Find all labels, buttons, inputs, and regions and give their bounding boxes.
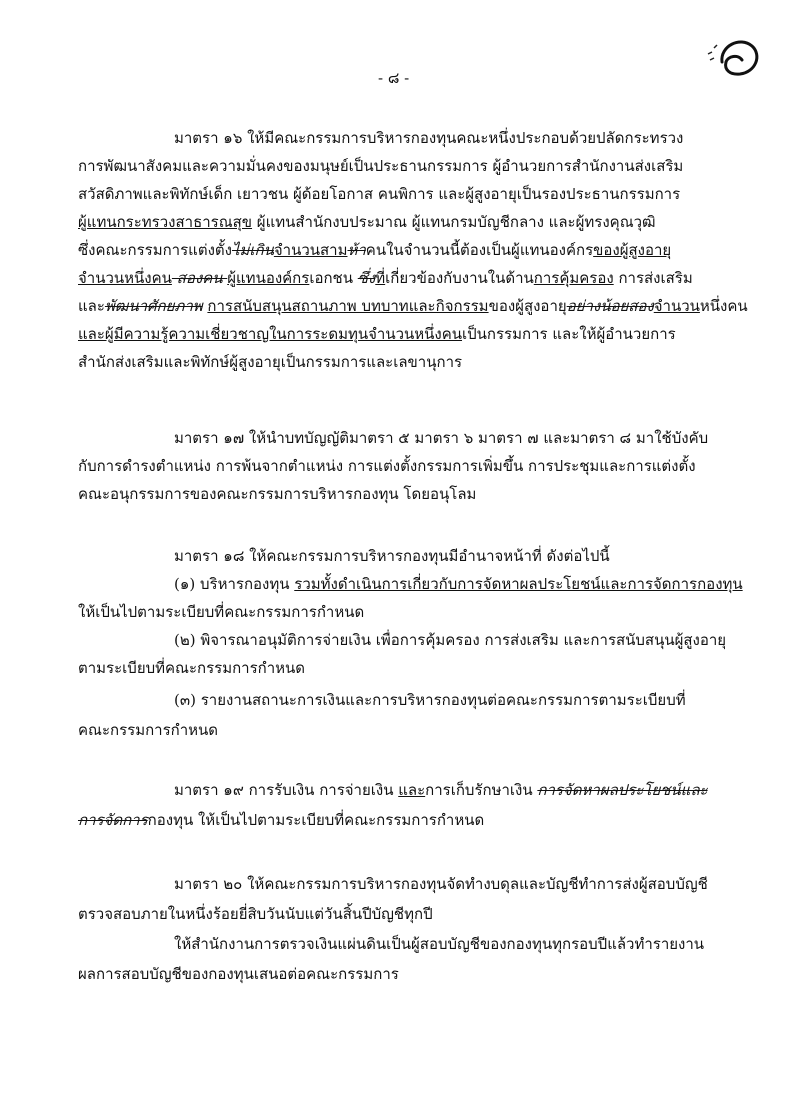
page-number: - ๘ - [378,69,410,87]
s20-line-4: ผลการสอบบัญชีของกองทุนเสนอต่อคณะกรรมการ [78,965,399,983]
s16-l6-underlined-2: ผู้แทนองค์กร [227,269,310,287]
s19-l1-c: การเก็บรักษาเงิน [425,781,538,799]
s16-l6-struck-1: สองคน [171,269,228,287]
s20-line-2: ตรวจสอบภายในหนึ่งร้อยยี่สิบวันนับแต่วันสิ้นปีบัญชีทุกปี [78,905,433,923]
s19-l1-underlined: และ [398,781,426,799]
s17-line-2: กับการดำรงตำแหน่ง การพ้นจากตำแหน่ง การแต่งตั้งกรรมการเพิ่มขึ้น การประชุมและการแต่งตั้ง [78,457,696,475]
s16-line-2: การพัฒนาสังคมและความมั่นคงของมนุษย์เป็นประธานกรรมการ ผู้อำนวยการสำนักงานส่งเสริม [78,157,684,175]
s18-item-1 [174,574,743,594]
s19-line-1 [174,780,708,800]
s16-l7-struck-2: อย่างน้อยสอง [566,297,654,315]
s16-l6-d: เอกชน [309,269,358,287]
s18-item-2-cont: ตามระเบียบที่คณะกรรมการกำหนด [78,659,306,677]
s18-item-3: (๓) รายงานสถานะการเงินและการบริหารกองทุนต่อคณะกรรมการตามระเบียบที่ [174,691,686,709]
s16-line-4 [78,212,656,232]
s16-l4-text: ผู้แทนสำนักงบประมาณ ผู้แทนกรมบัญชีกลาง และผู้ทรงคุณวุฒิ [252,213,656,231]
s16-l7-underlined-2: จำนวน [653,297,700,315]
s20-line-1: มาตรา ๒๐ ให้คณะกรรมการบริหารกองทุนจัดทำงบดุลและบัญชีทำการส่งผู้สอบบัญชี [174,875,708,893]
s18-item-1-cont: ให้เป็นไปตามระเบียบที่คณะกรรมการกำหนด [78,603,365,621]
s16-line-9: สำนักส่งเสริมและพิทักษ์ผู้สูงอายุเป็นกรรมการและเลขานุการ [78,353,463,371]
s16-line-5 [78,240,671,260]
s16-l5-e: คนในจำนวนนี้ต้องเป็นผู้แทนองค์กร [365,241,594,259]
s16-l6-underlined-1: จำนวนหนึ่งคน [78,269,172,287]
s17-line-1: มาตรา ๑๗ ให้นำบทบัญญัติมาตรา ๕ มาตรา ๖ มาตรา ๗ และมาตรา ๘ มาใช้บังคับ [174,429,709,447]
s16-l6-struck-2: ซึ่ง [357,269,376,287]
s16-l7-a: และ [78,297,105,315]
s19-line-2 [78,810,484,830]
s16-l8-underlined: และผู้มีความรู้ความเชี่ยวชาญในการระดมทุนจำนวนหนึ่งคน [78,325,463,343]
s16-l5-a: ซึ่งคณะกรรมการแต่งตั้ง [78,241,232,259]
s20-line-3: ให้สำนักงานการตรวจเงินแผ่นดินเป็นผู้สอบบัญชีของกองทุนทุกรอบปีแล้วทำรายงาน [174,935,705,953]
s18-item-1-lead: (๑) บริหารกองทุน [174,575,295,593]
s18-item-2: (๒) พิจารณาอนุมัติการจ่ายเงิน เพื่อการคุ้มครอง การส่งเสริม และการสนับสนุนผู้สูงอายุ [174,631,727,649]
s16-l5-struck-2: ห้า [347,241,366,259]
s16-l5-underlined-2: ของผู้สูงอายุ [593,241,672,259]
s16-l7-underlined-1: การสนับสนุนสถานภาพ บทบาทและกิจกรรม [207,297,489,315]
s16-l5-underlined-1: จำนวนสาม [273,241,348,259]
s19-l1-a: มาตรา ๑๙ การรับเงิน การจ่ายเงิน [174,781,399,799]
s16-l4-underlined: ผู้แทนกระทรวงสาธารณสุข [78,213,253,231]
s18-line-1: มาตรา ๑๘ ให้คณะกรรมการบริหารกองทุนมีอำนาจหน้าที่ ดังต่อไปนี้ [174,547,610,565]
s16-l7-e: ของผู้สูงอายุ [488,297,567,315]
s16-l7-h: หนึ่งคน [699,297,748,315]
s18-item-3-cont: คณะกรรมการกำหนด [78,721,219,739]
s19-l2-struck: การจัดการ [78,811,148,829]
s16-line-6 [78,268,693,288]
s16-l6-underlined-4: การคุ้มครอง [533,269,614,287]
s16-line-7 [78,296,748,316]
handwritten-circle-mark [700,28,770,88]
s16-l7-struck-1: พัฒนาศักยภาพ [104,297,203,315]
s16-l6-g: เกี่ยวข้องกับงานในด้าน [385,269,534,287]
s17-line-3: คณะอนุกรรมการของคณะกรรมการบริหารกองทุน โดยอนุโลม [78,485,477,503]
s16-line-3: สวัสดิภาพและพิทักษ์เด็ก เยาวชน ผู้ด้อยโอกาส คนพิการ และผู้สูงอายุเป็นรองประธานกรรมการ [78,185,681,203]
s16-line-1: มาตรา ๑๖ ให้มีคณะกรรมการบริหารกองทุนคณะหนึ่งประกอบด้วยปลัดกระทรวง [174,129,684,147]
s19-l2-b: กองทุน ให้เป็นไปตามระเบียบที่คณะกรรมการกำหนด [147,811,485,829]
s16-l8-b: เป็นกรรมการ และให้ผู้อำนวยการ [462,325,676,343]
s16-l6-underlined-3: ที่ [375,269,386,287]
s16-l5-struck-1: ไม่เกิน [231,241,274,259]
s18-item-1-underlined: รวมทั้งดำเนินการเกี่ยวกับการจัดหาผลประโยชน์และการจัดการกองทุน [294,575,743,593]
s16-l6-i: การส่งเสริม [613,269,693,287]
s19-l1-struck: การจัดหาผลประโยชน์และ [537,781,708,799]
s16-line-8 [78,324,676,344]
